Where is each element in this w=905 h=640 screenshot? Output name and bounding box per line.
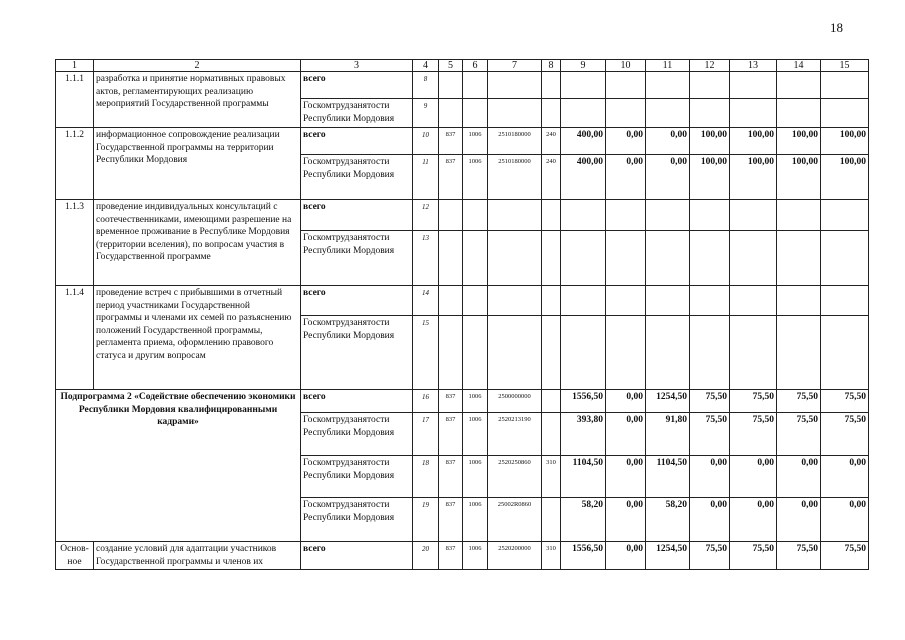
executor: всего [301,72,413,99]
column-header: 11 [646,60,690,72]
line-number: 19 [413,498,439,542]
executor: Госкомтрудзанятости Республики Мордовия [301,456,413,498]
cell-value: 1104,50 [561,456,606,498]
cell-value: 1556,50 [561,542,606,570]
cell-value: 75,50 [730,413,777,456]
measure-name [94,542,301,570]
cell-value: 0,00 [690,498,730,542]
line-number: 12 [413,200,439,231]
page-number: 18 [830,20,843,35]
cell-value: 75,50 [777,390,821,413]
cell-value: 0,00 [606,498,646,542]
cell-target: 2520213190 [488,413,542,456]
measure-name: проведение встреч с прибывшими в отчетный период участниками Государственной программы и членами их семей по разъяснению положений Государственной программы, регламента приема, оформлению правового статуса и другим вопросам [94,286,301,390]
cell-section: 1006 [463,155,488,200]
cell-value: 1254,50 [646,390,690,413]
cell-section: 1006 [463,390,488,413]
line-number: 13 [413,231,439,286]
column-header: 4 [413,60,439,72]
cell-value: 75,50 [690,390,730,413]
line-number: 14 [413,286,439,316]
cell-ministry: 837 [439,128,463,155]
cell-value: 0,00 [821,498,869,542]
table-row [56,286,869,316]
cell-value: 75,50 [730,542,777,570]
budget-table [55,59,869,570]
line-number: 9 [413,99,439,128]
cell-value: 75,50 [730,390,777,413]
measure-name-line: Государственной программы и членов их [96,556,264,567]
cell-target: 2520250860 [488,456,542,498]
cell-value: 100,00 [730,128,777,155]
cell-value: 0,00 [606,155,646,200]
cell-expense-type: 240 [542,128,561,155]
line-number: 20 [413,542,439,570]
cell-target: 25002R0860 [488,498,542,542]
cell-expense-type [542,390,561,413]
line-number: 16 [413,390,439,413]
column-header: 14 [777,60,821,72]
column-header: 6 [463,60,488,72]
cell-value: 0,00 [606,542,646,570]
row-code: 1.1.3 [56,200,94,286]
column-header: 2 [94,60,301,72]
line-number: 8 [413,72,439,99]
column-header: 9 [561,60,606,72]
row-code: 1.1.1 [56,72,94,128]
measure-name: разработка и принятие нормативных правовых актов, регламентирующих реализацию мероприятий Государственной программы [94,72,301,128]
table-row [56,542,869,570]
column-header: 1 [56,60,94,72]
executor: Госкомтрудзанятости Республики Мордовия [301,413,413,456]
executor: Госкомтрудзанятости Республики Мордовия [301,155,413,200]
cell-value: 0,00 [646,128,690,155]
column-header: 7 [488,60,542,72]
column-header: 13 [730,60,777,72]
executor: Госкомтрудзанятости Республики Мордовия [301,231,413,286]
executor: всего [301,542,413,570]
column-header: 3 [301,60,413,72]
cell-ministry: 837 [439,456,463,498]
column-header: 15 [821,60,869,72]
cell-value: 75,50 [821,413,869,456]
executor: Госкомтрудзанятости Республики Мордовия [301,316,413,390]
row-code [56,542,94,570]
cell-ministry: 837 [439,542,463,570]
cell-value: 1104,50 [646,456,690,498]
column-header: 8 [542,60,561,72]
row-code: 1.1.2 [56,128,94,200]
cell-expense-type: 310 [542,456,561,498]
cell-value: 58,20 [646,498,690,542]
cell-value: 400,00 [561,155,606,200]
table-row [56,72,869,99]
cell-section: 1006 [463,128,488,155]
cell-value: 0,00 [730,456,777,498]
column-numbers-row [56,60,869,72]
cell-value: 100,00 [821,128,869,155]
cell-value: 100,00 [730,155,777,200]
cell-value: 0,00 [606,390,646,413]
cell-expense-type [542,413,561,456]
table-row [56,128,869,155]
line-number: 10 [413,128,439,155]
cell-value: 393,80 [561,413,606,456]
row-code-line: ное [67,556,82,567]
cell-value: 75,50 [777,542,821,570]
cell-value: 0,00 [690,456,730,498]
cell-value: 0,00 [730,498,777,542]
cell-target: 2520200000 [488,542,542,570]
measure-name-line: создание условий для адаптации участников [96,544,277,554]
cell-value: 100,00 [777,155,821,200]
row-code-line: Основ- [60,544,89,554]
cell-value: 100,00 [690,128,730,155]
cell-ministry: 837 [439,413,463,456]
column-header: 5 [439,60,463,72]
executor: всего [301,390,413,413]
cell-target: 2510180000 [488,128,542,155]
cell-ministry: 837 [439,498,463,542]
line-number: 15 [413,316,439,390]
cell-target: 2510180000 [488,155,542,200]
line-number: 11 [413,155,439,200]
cell-ministry: 837 [439,155,463,200]
cell-section: 1006 [463,413,488,456]
cell-value: 100,00 [690,155,730,200]
cell-value: 91,80 [646,413,690,456]
executor: всего [301,286,413,316]
table-row [56,200,869,231]
cell-value: 0,00 [606,128,646,155]
cell-value: 75,50 [821,390,869,413]
cell-expense-type [542,498,561,542]
row-code: 1.1.4 [56,286,94,390]
cell-value: 400,00 [561,128,606,155]
cell-value: 0,00 [606,456,646,498]
executor: всего [301,128,413,155]
line-number: 18 [413,456,439,498]
cell-section: 1006 [463,498,488,542]
column-header: 12 [690,60,730,72]
cell-value: 0,00 [777,456,821,498]
cell-value: 75,50 [690,413,730,456]
cell-value: 75,50 [777,413,821,456]
cell-section: 1006 [463,542,488,570]
executor: Госкомтрудзанятости Республики Мордовия [301,498,413,542]
executor: всего [301,200,413,231]
cell-section: 1006 [463,456,488,498]
cell-target: 2500000000 [488,390,542,413]
cell-value: 1254,50 [646,542,690,570]
measure-name: проведение индивидуальных консультаций с соотечественниками, имеющими разрешение на временное проживание в Республике Мордовия (территории вселения), по вопросам участия в Государственной программе [94,200,301,286]
column-header: 10 [606,60,646,72]
cell-value: 100,00 [777,128,821,155]
measure-name: информационное сопровождение реализации Государственной программы на территории Республики Мордовия [94,128,301,200]
table-row [56,390,869,413]
cell-ministry: 837 [439,390,463,413]
cell-value: 1556,50 [561,390,606,413]
cell-value: 0,00 [821,456,869,498]
executor: Госкомтрудзанятости Республики Мордовия [301,99,413,128]
cell-value: 58,20 [561,498,606,542]
cell-value: 100,00 [821,155,869,200]
line-number: 17 [413,413,439,456]
subprogram-title: Подпрограмма 2 «Содействие обеспечению экономики Республики Мордовия квалифицированными кадрами» [56,390,301,542]
cell-expense-type: 240 [542,155,561,200]
cell-value: 75,50 [821,542,869,570]
cell-value: 0,00 [646,155,690,200]
cell-expense-type: 310 [542,542,561,570]
cell-value: 0,00 [777,498,821,542]
cell-value: 75,50 [690,542,730,570]
cell-value: 0,00 [606,413,646,456]
